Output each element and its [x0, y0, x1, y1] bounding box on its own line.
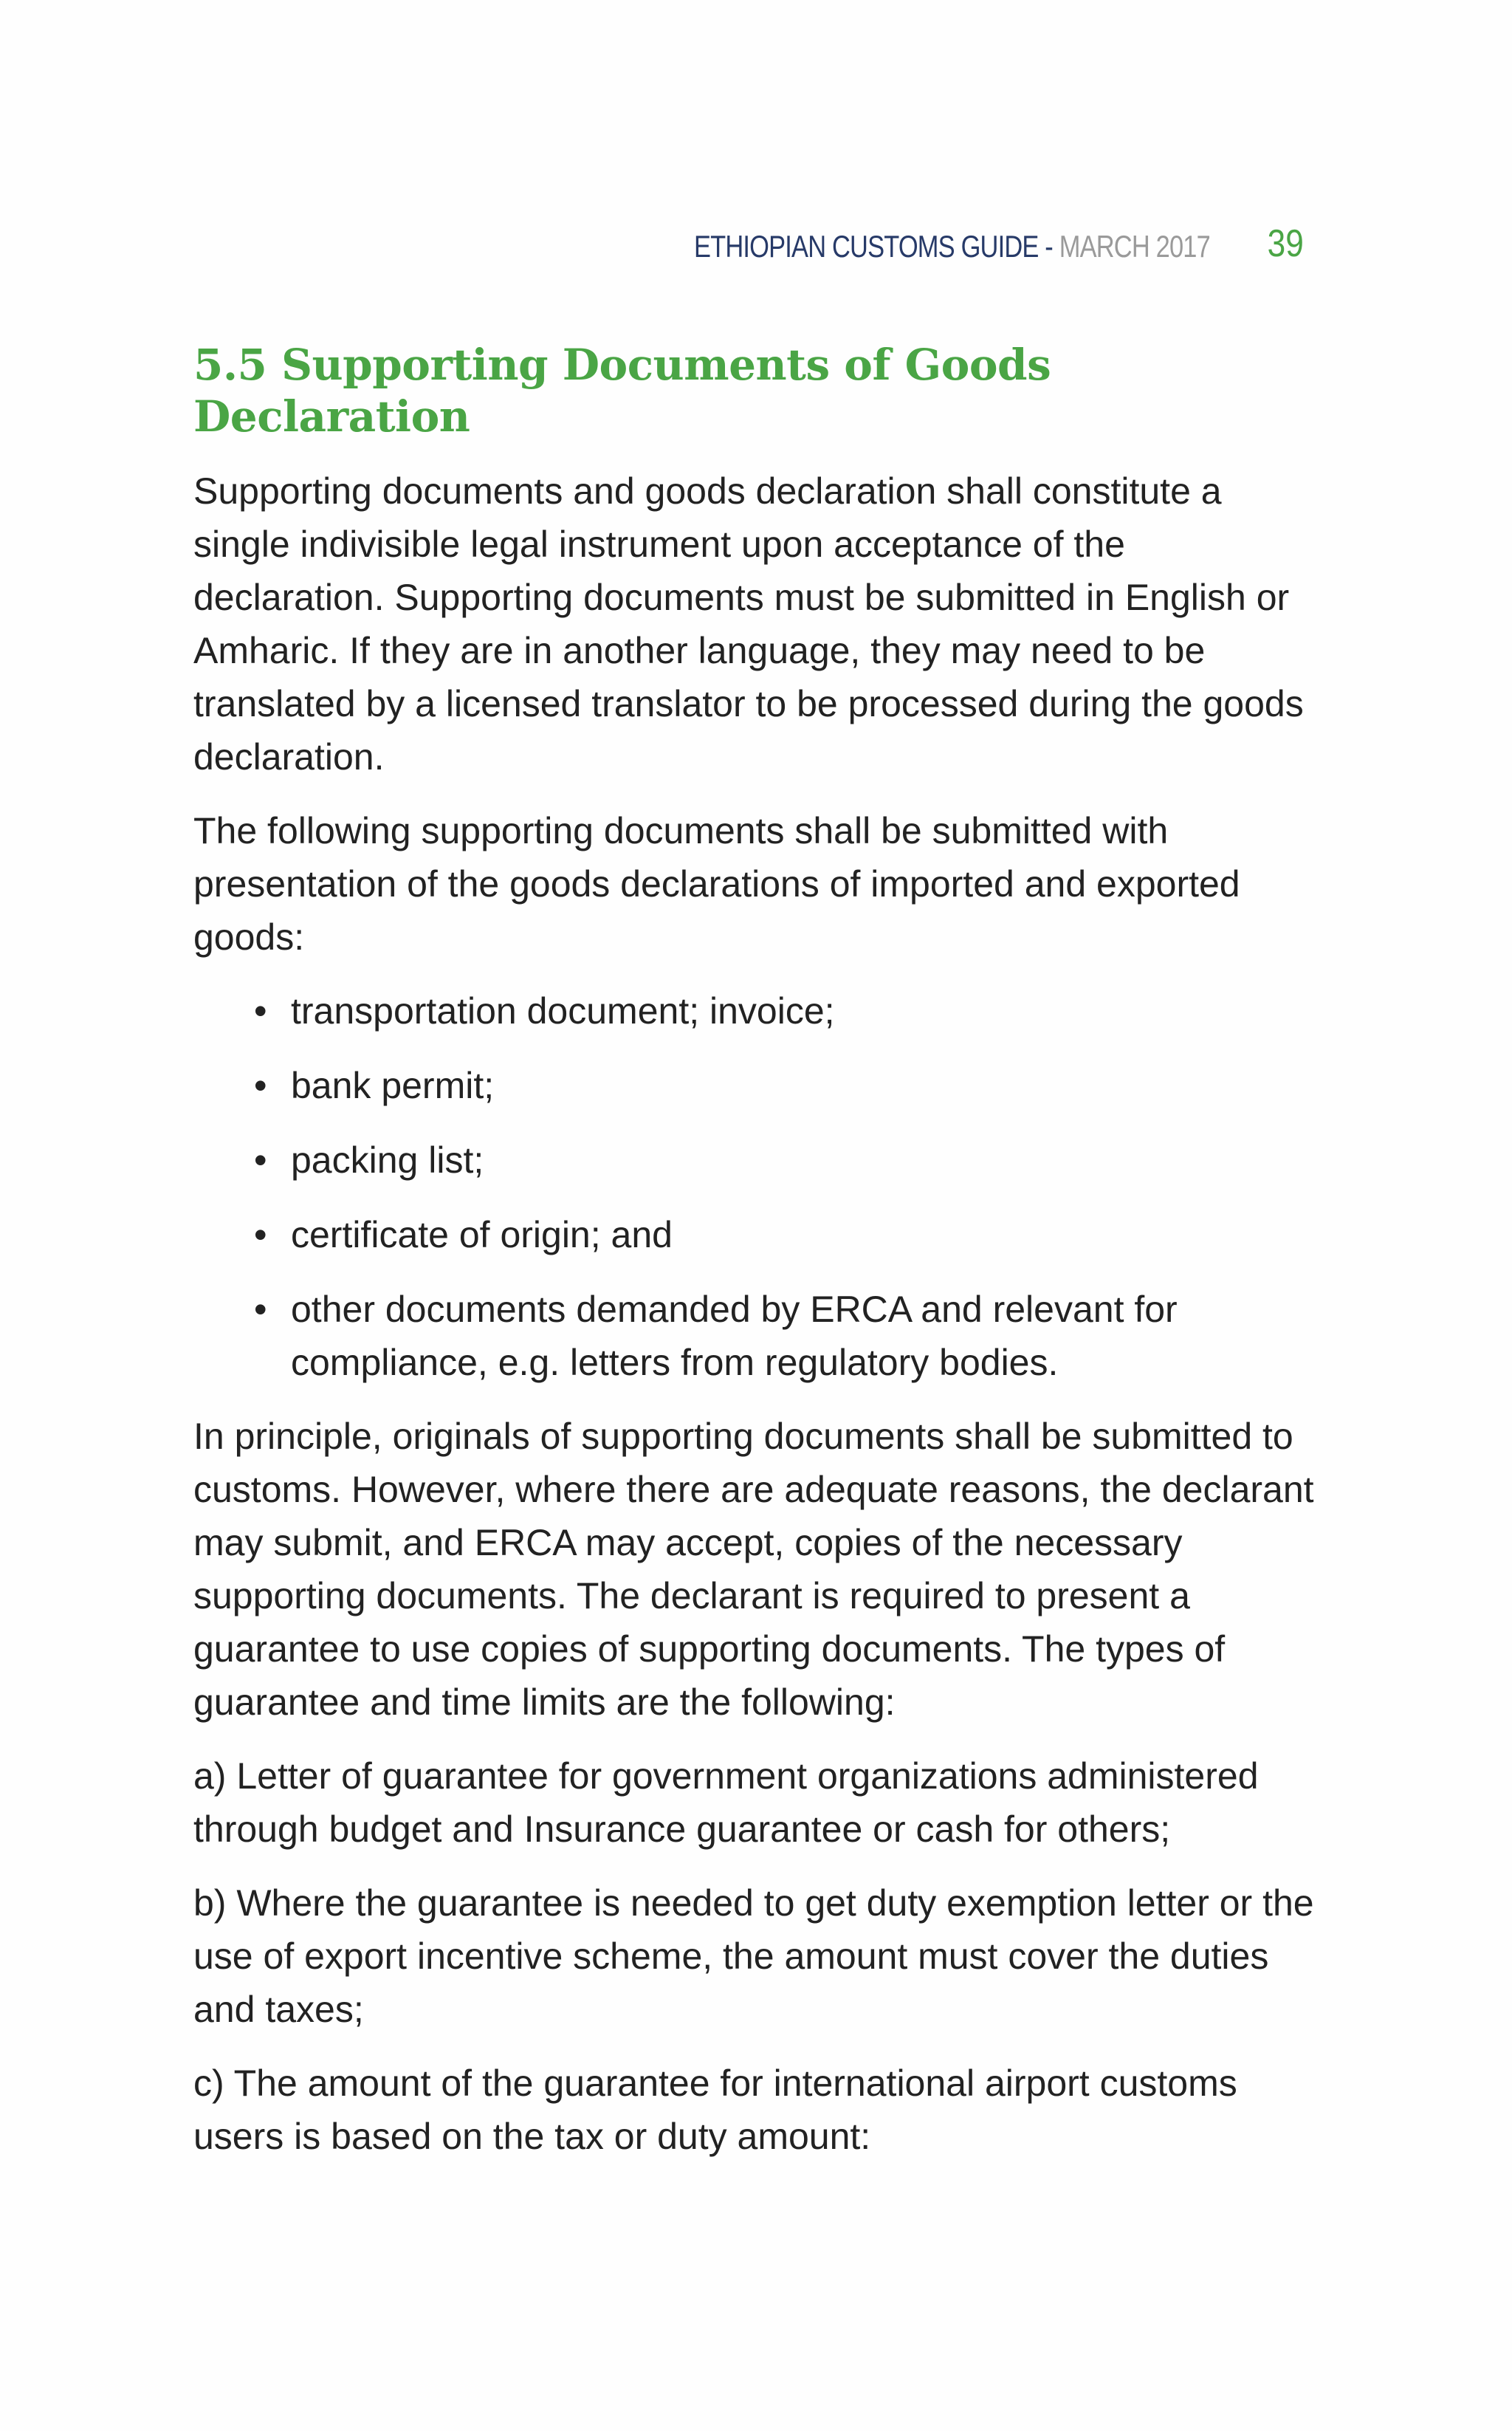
guarantee-item-a: a) Letter of guarantee for government organizations administered through budget and Insurance guarantee or cash for others; — [193, 1755, 1259, 1851]
header-separator: - — [1045, 229, 1053, 264]
list-item — [254, 984, 1323, 1038]
bullet-icon: • — [254, 1214, 267, 1256]
page-number: 39 — [1267, 222, 1304, 265]
paragraph: In principle, originals of supporting documents shall be submitted to customs. However, where there are adequate reasons, the declarant may submit, and ERCA may accept, copies of the necessary supporting documents. The declarant is required to present a guarantee to use copies of supporting documents. The types of guarantee and time limits are the following: — [193, 1416, 1314, 1724]
header-date: MARCH 2017 — [1059, 229, 1210, 264]
list-item-text: other documents demanded by ERCA and relevant for compliance, e.g. letters from regulatory bodies. — [291, 1289, 1178, 1384]
bullet-icon: • — [254, 990, 267, 1032]
paragraph: The following supporting documents shall be submitted with presentation of the goods declarations of imported and exported goods: — [193, 810, 1240, 959]
header-guide-title: ETHIOPIAN CUSTOMS GUIDE — [694, 229, 1039, 264]
list-item — [254, 1059, 1323, 1112]
paragraph: Supporting documents and goods declaration shall constitute a single indivisible legal instrument upon acceptance of the declaration. Supporting documents must be submitted in English or Amharic. If they are in another language, they may need to be translated by a licensed translator to be processed during the goods declaration. — [193, 470, 1304, 778]
list-item — [254, 1134, 1323, 1187]
list-item — [254, 1283, 1323, 1389]
bullet-icon: • — [254, 1289, 267, 1331]
bullet-icon: • — [254, 1065, 267, 1107]
list-item-text: bank permit; — [291, 1065, 495, 1107]
header-title — [694, 229, 1210, 264]
guarantee-item-b: b) Where the guarantee is needed to get duty exemption letter or the use of export incentive scheme, the amount must cover the duties and taxes; — [193, 1882, 1314, 2031]
list-item-text: transportation document; invoice; — [291, 990, 835, 1032]
list-item-text: packing list; — [291, 1139, 484, 1182]
main-content — [193, 340, 1323, 2184]
section-heading: 5.5 Supporting Documents of Goods Declaration — [193, 340, 1051, 442]
running-header — [694, 222, 1329, 273]
supporting-documents-list — [193, 984, 1323, 1389]
bullet-icon: • — [254, 1139, 267, 1182]
list-item-text: certificate of origin; and — [291, 1214, 673, 1256]
list-item — [254, 1208, 1323, 1261]
guarantee-item-c: c) The amount of the guarantee for international airport customs users is based on the tax or duty amount: — [193, 2063, 1237, 2158]
